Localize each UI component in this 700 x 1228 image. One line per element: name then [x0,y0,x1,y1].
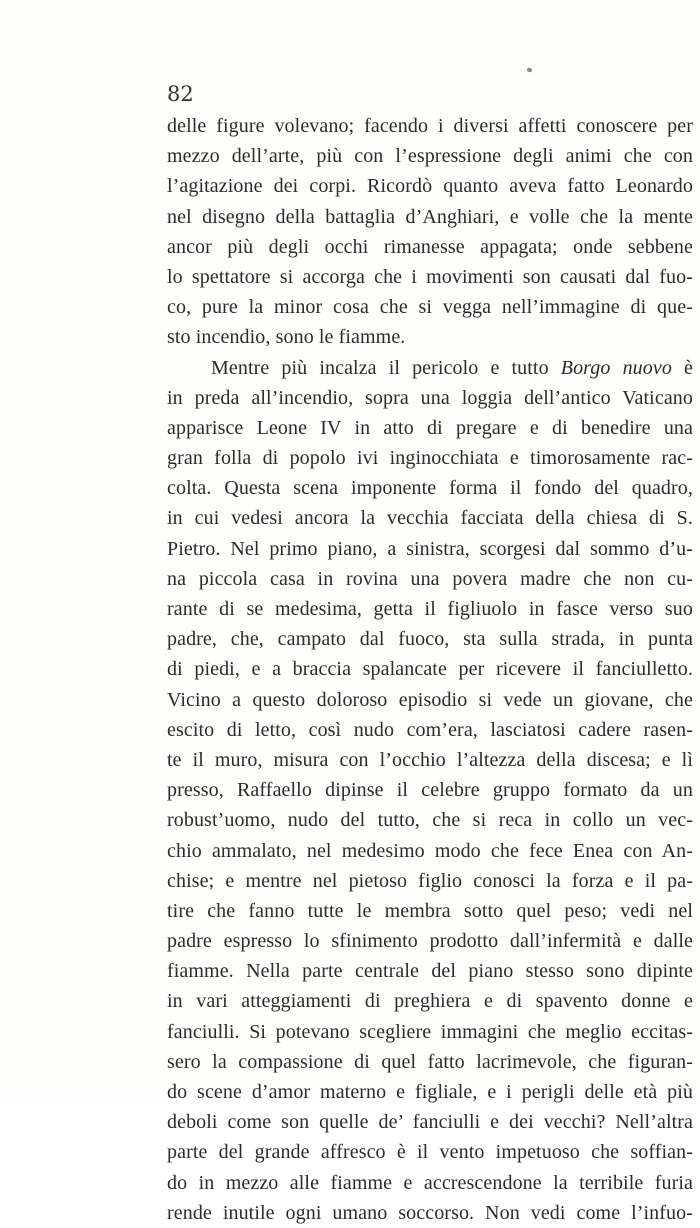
paragraph-start-line [167,353,693,383]
text-line: chise; e mentre nel pietoso figlio conosci la forza e il pa- [167,869,693,892]
body-text [167,111,693,1228]
text-line: co, pure la minor cosa che si vegga nell’immagine di que- [167,296,693,319]
text-line: padre espresso lo sfinimento prodotto dall’infermità e dalle [167,930,693,953]
text-line: gran folla di popolo ivi inginocchiata e timorosamente rac- [167,447,693,470]
text-line: padre, che, campato dal fuoco, sta sulla strada, in punta [167,628,693,651]
text-line: di piedi, e a braccia spalancate per ricevere il fanciulletto. [167,658,693,681]
text-line: mezzo dell’arte, più con l’espressione degli animi che con [167,145,693,168]
text-line: chio ammalato, nel medesimo modo che fece Enea con An- [167,839,693,862]
text-line: ancor più degli occhi rimanesse appagata; onde sebbene [167,235,693,258]
paper-speck [526,67,532,72]
text-line: do in mezzo alle fiamme e accrescendone la terribile furia [167,1171,693,1194]
text-line: sero la compassione di quel fatto lacrimevole, che figuran- [167,1050,693,1073]
text-line: in cui vedesi ancora la vecchia facciata della chiesa di S. [167,507,693,530]
text-line: in vari atteggiamenti di preghiera e di spavento donne e [167,990,693,1013]
text-line: fanciulli. Si potevano scegliere immagini che meglio eccitas- [167,1020,693,1043]
text-line: in preda all’incendio, sopra una loggia dell’antico Vaticano [167,386,693,409]
text-segment: è [671,356,693,379]
text-segment: Mentre più incalza il pericolo e tutto [211,356,561,379]
text-line: apparisce Leone IV in atto di pregare e di benedire una [167,416,693,439]
text-line: do scene d’amor materno e figliale, e i perigli delle età più [167,1081,693,1103]
text-line: colta. Questa scena imponente forma il fondo del quadro, [167,477,693,500]
text-line: escito di letto, così nudo com’era, lasciatosi cadere rasen- [167,718,693,741]
text-line: nel disegno della battaglia d’Anghiari, e volle che la mente [167,205,693,228]
text-line: parte del grande affresco è il vento impetuoso che soffian- [167,1141,693,1164]
text-line: rante di se medesima, getta il figliuolo in fasce verso suo [167,598,693,620]
text-line: te il muro, misura con l’occhio l’altezza della discesa; e lì [167,748,693,771]
text-line: robust’uomo, nudo del tutto, che si reca in collo un vec- [167,809,693,832]
text-line: delle figure volevano; facendo i diversi affetti conoscere per [167,115,693,137]
text-line: sto incendio, sono le fiamme. [167,326,406,349]
text-line: lo spettatore si accorga che i movimenti son causati dal fuo- [167,265,693,288]
text-line: rende inutile ogni umano soccorso. Non vedi come l’infuo- [167,1201,693,1224]
text-line: deboli come son quelle de’ fanciulli e dei vecchi? Nell’altra [167,1111,693,1134]
italic-place-name: Borgo nuovo [560,356,672,379]
text-line: Vicino a questo doloroso episodio si vede un giovane, che [167,688,693,711]
text-line: na piccola casa in rovina una povera madre che non cu- [167,567,693,590]
text-line: tire che fanno tutte le membra sotto quel peso; vedi nel [167,899,693,922]
text-line: l’agitazione dei corpi. Ricordò quanto aveva fatto Leonardo [167,175,693,198]
text-line: Pietro. Nel primo piano, a sinistra, scorgesi dal sommo d’u- [167,537,693,560]
text-line: fiamme. Nella parte centrale del piano stesso sono dipinte [167,960,693,983]
text-line: presso, Raffaello dipinse il celebre gruppo formato da un [167,779,693,802]
page-number: 82 [167,82,194,106]
